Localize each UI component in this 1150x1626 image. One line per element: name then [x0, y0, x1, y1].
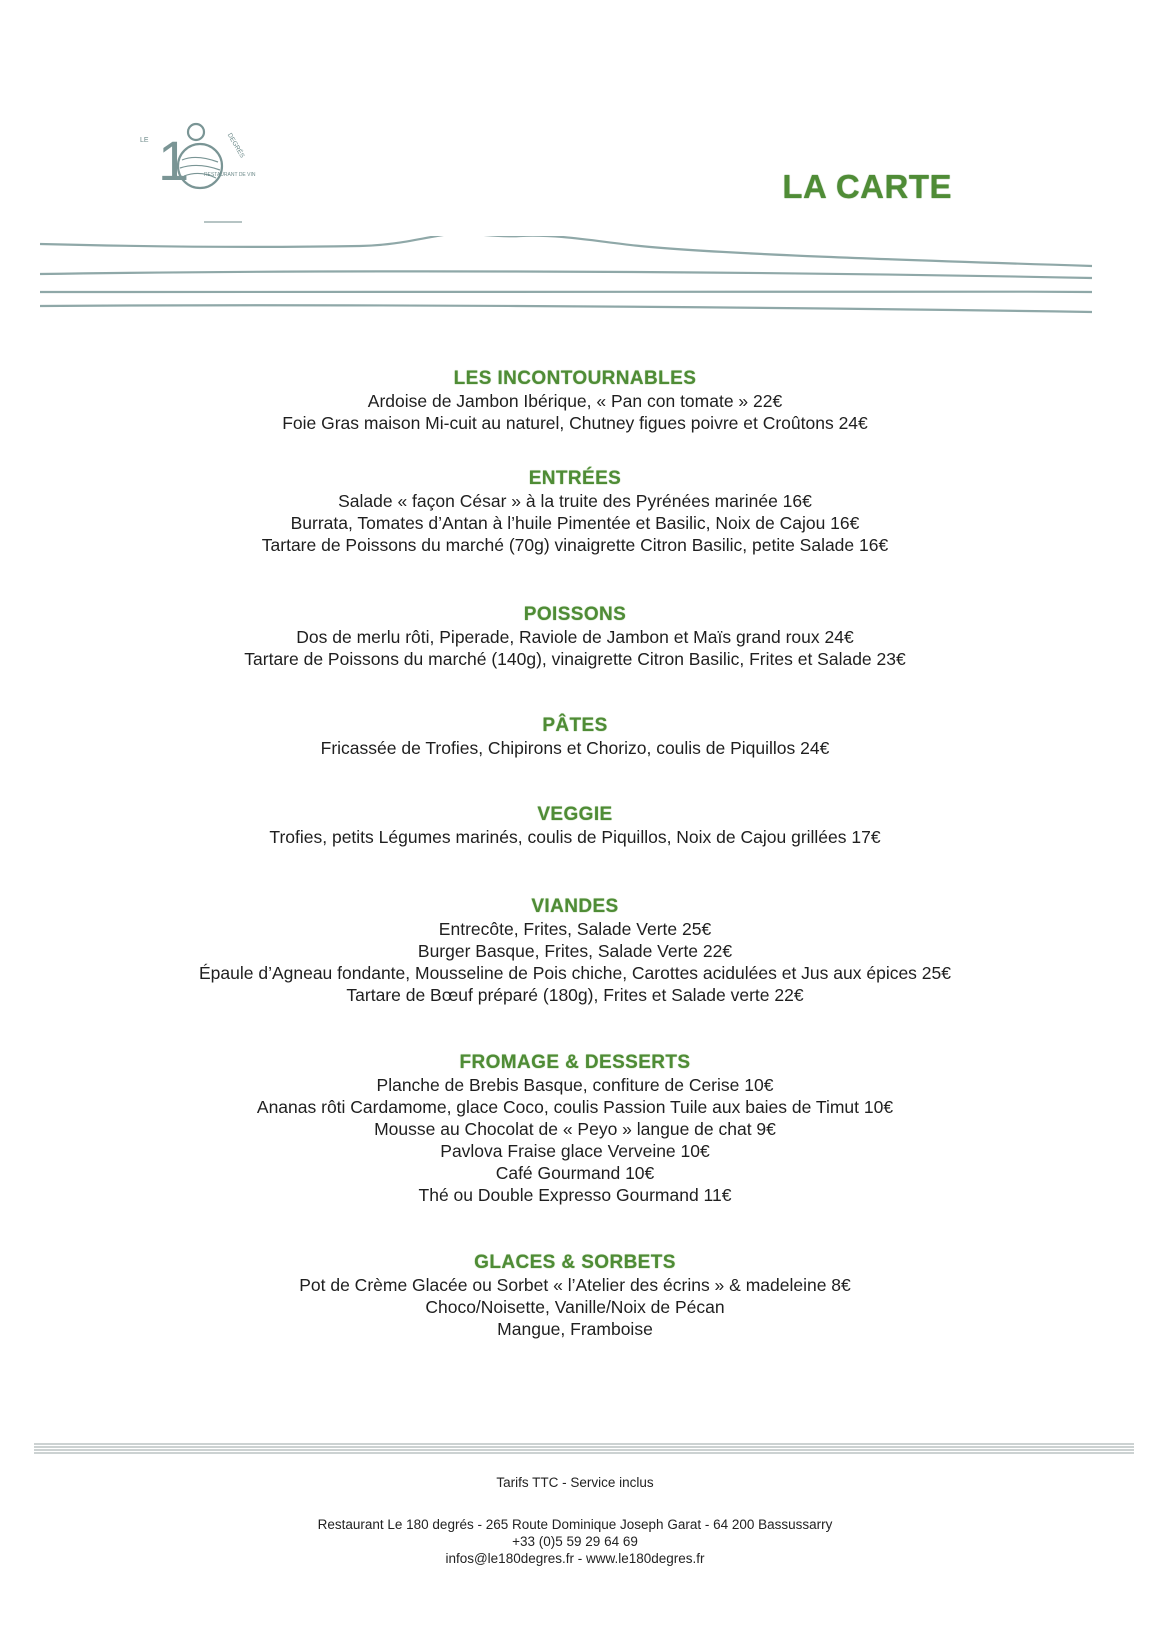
footer-contact-block: [0, 1516, 1150, 1567]
restaurant-logo: [138, 118, 278, 236]
logo-tagline: RESTAURANT DE VIN: [204, 172, 256, 178]
footer-contact: infos@le180degres.fr - www.le180degres.fr: [445, 1551, 705, 1566]
menu-content: [0, 368, 1150, 1340]
menu-item: Mousse au Chocolat de « Peyo » langue de chat 9€: [374, 1119, 776, 1139]
menu-item: Ardoise de Jambon Ibérique, « Pan con tomate » 22€: [367, 391, 783, 411]
menu-item: Dos de merlu rôti, Piperade, Raviole de Jambon et Maïs grand roux 24€: [296, 627, 854, 647]
menu-item: Burrata, Tomates d’Antan à l’huile Pimentée et Basilic, Noix de Cajou 16€: [290, 513, 860, 533]
menu-item: Pavlova Fraise glace Verveine 10€: [440, 1141, 710, 1161]
menu-item: Foie Gras maison Mi-cuit au naturel, Chutney figues poivre et Croûtons 24€: [282, 413, 868, 433]
section-title: FROMAGE & DESSERTS: [459, 1052, 691, 1073]
menu-item: Choco/Noisette, Vanille/Noix de Pécan: [425, 1297, 725, 1317]
section-title: POISSONS: [523, 604, 627, 625]
menu-item: Épaule d’Agneau fondante, Mousseline de Pois chiche, Carottes acidulées et Jus aux épices 25€: [198, 963, 951, 983]
footer-phone: +33 (0)5 59 29 64 69: [512, 1534, 638, 1549]
menu-item: Tartare de Poissons du marché (140g), vinaigrette Citron Basilic, Frites et Salade 23€: [244, 649, 906, 669]
logo-le: LE: [140, 137, 149, 144]
section-title: ENTRÉES: [528, 468, 622, 489]
menu-item: Thé ou Double Expresso Gourmand 11€: [418, 1185, 732, 1205]
section-viandes: [0, 896, 1150, 1006]
menu-item: Tartare de Bœuf préparé (180g), Frites et Salade verte 22€: [346, 985, 804, 1005]
menu-item: Trofies, petits Légumes marinés, coulis de Piquillos, Noix de Cajou grillées 17€: [269, 827, 881, 847]
menu-item: Mangue, Framboise: [497, 1319, 653, 1339]
footer-divider-lines: [34, 1440, 1134, 1460]
logo-degres: DEGRÉS: [225, 132, 246, 160]
section-title: PÂTES: [542, 715, 608, 736]
section-entrees: [0, 468, 1150, 556]
menu-item: Ananas rôti Cardamome, glace Coco, coulis Passion Tuile aux baies de Timut 10€: [256, 1097, 894, 1117]
menu-item: Salade « façon César » à la truite des Pyrénées marinée 16€: [338, 491, 812, 511]
section-title: LES INCONTOURNABLES: [453, 368, 697, 389]
footer-address: Restaurant Le 180 degrés - 265 Route Dominique Joseph Garat - 64 200 Bassussarry: [317, 1517, 833, 1532]
menu-item: Planche de Brebis Basque, confiture de Cerise 10€: [376, 1075, 774, 1095]
section-title: VIANDES: [531, 896, 619, 917]
section-title: VEGGIE: [537, 804, 613, 825]
footer-tax-note: Tarifs TTC - Service inclus: [496, 1475, 654, 1490]
section-incontournables: [0, 368, 1150, 434]
menu-item: Pot de Crème Glacée ou Sorbet « l’Atelier des écrins » & madeleine 8€: [299, 1275, 851, 1295]
menu-item: Fricassée de Trofies, Chipirons et Chorizo, coulis de Piquillos 24€: [320, 738, 830, 758]
section-fromage-desserts: [0, 1052, 1150, 1206]
menu-item: Entrecôte, Frites, Salade Verte 25€: [438, 919, 712, 939]
logo-number-1: 1: [158, 129, 190, 192]
section-veggie: [0, 804, 1150, 848]
section-pates: [0, 715, 1150, 759]
section-glaces-sorbets: [0, 1252, 1150, 1340]
decorative-wave-lines: [0, 236, 1150, 336]
menu-item: Burger Basque, Frites, Salade Verte 22€: [417, 941, 733, 961]
menu-item: Café Gourmand 10€: [495, 1163, 655, 1183]
section-title: GLACES & SORBETS: [474, 1252, 676, 1273]
section-poissons: [0, 604, 1150, 670]
page-title: LA CARTE: [782, 168, 952, 205]
menu-item: Tartare de Poissons du marché (70g) vinaigrette Citron Basilic, petite Salade 16€: [261, 535, 889, 555]
